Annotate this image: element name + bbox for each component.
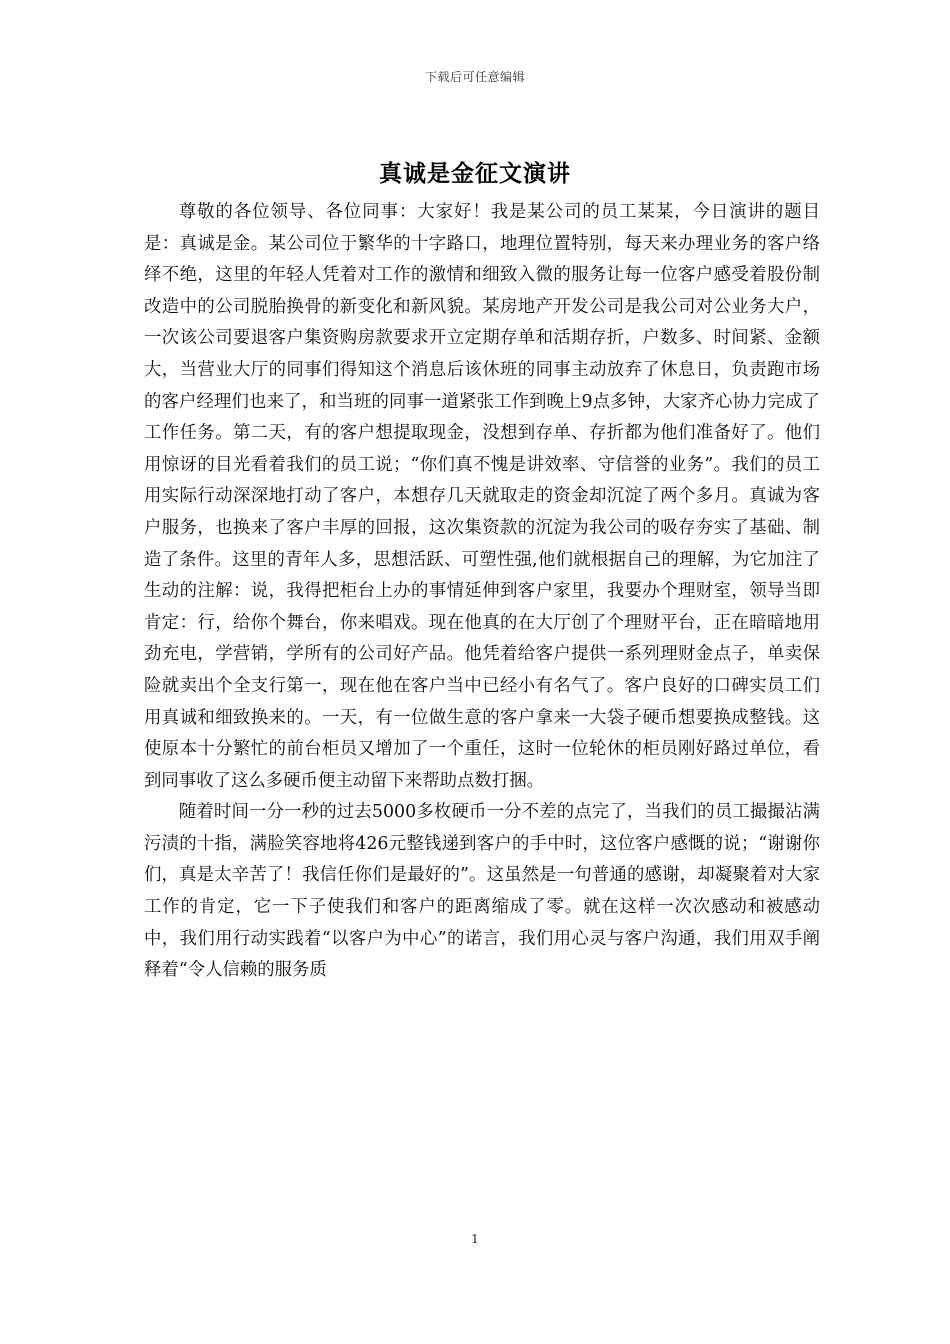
document-body xyxy=(144,197,820,987)
body-paragraph: 尊敬的各位领导、各位同事：大家好！我是某公司的员工某某，今日演讲的题目是：真诚是金。某公司位于繁华的十字路口，地理位置特别，每天来办理业务的客户络绎不绝，这里的年轻人凭着对工作的激情和细致入微的服务让每一位客户感受着股份制改造中的公司脱胎换骨的新变化和新风貌。某房地产开发公司是我公司对公业务大户，一次该公司要退客户集资购房款要求开立定期存单和活期存折，户数多、时间紧、金额大，当营业大厅的同事们得知这个消息后该休班的同事主动放弃了休息日，负责跑市场的客户经理们也来了，和当班的同事一道紧张工作到晚上9点多钟，大家齐心协力完成了工作任务。第二天，有的客户想提取现金，没想到存单、存折都为他们准备好了。他们用惊讶的目光看着我们的员工说；“你们真不愧是讲效率、守信誉的业务”。我们的员工用实际行动深深地打动了客户，本想存几天就取走的资金却沉淀了两个多月。真诚为客户服务，也换来了客户丰厚的回报，这次集资款的沉淀为我公司的吸存夯实了基础、制造了条件。这里的青年人多，思想活跃、可塑性强,他们就根据自己的理解，为它加注了生动的注解：说，我得把柜台上办的事情延伸到客户家里，我要办个理财室，领导当即肯定：行，给你个舞台，你来唱戏。现在他真的在大厅创了个理财平台，正在暗暗地用劲充电，学营销，学所有的公司好产品。他凭着给客户提供一系列理财金点子，单卖保险就卖出个全支行第一，现在他在客户当中已经小有名气了。客户良好的口碑实员工们用真诚和细致换来的。一天，有一位做生意的客户拿来一大袋子硬币想要换成整钱。这使原本十分繁忙的前台柜员又增加了一个重任，这时一位轮休的柜员刚好路过单位，看到同事收了这么多硬币便主动留下来帮助点数打捆。 xyxy=(144,202,820,791)
document-title: 真诚是金征文演讲 xyxy=(379,160,571,187)
page-number: 1 xyxy=(471,1232,479,1246)
page-header: 下载后可任意编辑 xyxy=(424,70,525,84)
body-paragraph: 随着时间一分一秒的过去5000多枚硬币一分不差的点完了，当我们的员工撮撮沾满污渍的十指，满脸笑容地将426元整钱递到客户的手中时，这位客户感慨的说；“谢谢你们，真是太辛苦了！我信任你们是最好的”。这虽然是一句普通的感谢，却凝聚着对大家工作的肯定，它一下子使我们和客户的距离缩成了零。就在这样一次次感动和被感动中，我们用行动实践着“以客户为中心”的诺言，我们用心灵与客户沟通，我们用双手阐释着“令人信赖的服务质 xyxy=(144,802,820,981)
